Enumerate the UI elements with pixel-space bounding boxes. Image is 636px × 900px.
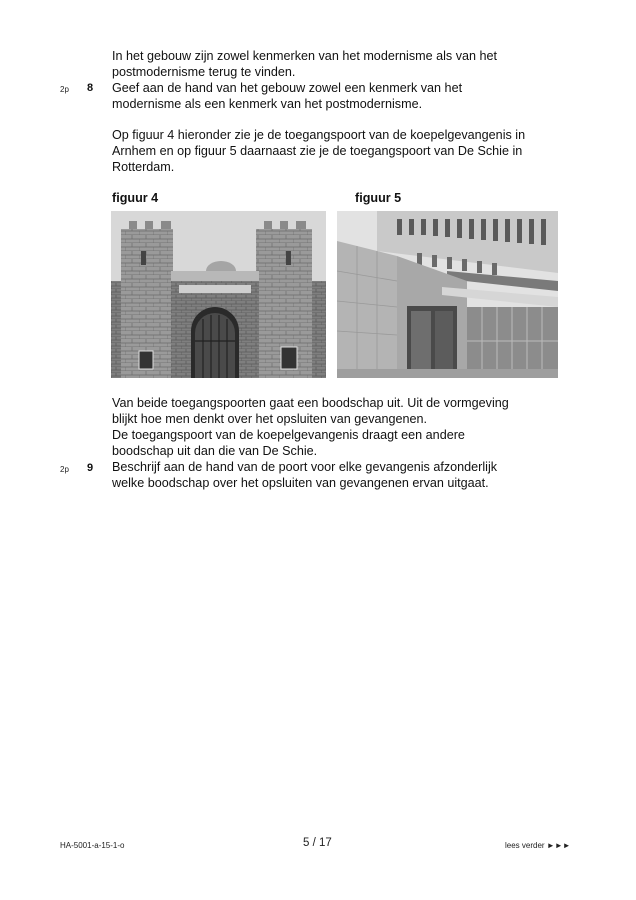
message-line-1: Van beide toegangspoorten gaat een boodschap uit. Uit de vormgeving	[112, 396, 509, 410]
intro-line-2: postmodernisme terug te vinden.	[112, 65, 296, 79]
question-8-line-1: Geef aan de hand van het gebouw zowel een kenmerk van het	[112, 81, 463, 95]
question-9-points: 2p	[60, 465, 69, 474]
question-8-number: 8	[87, 82, 94, 94]
footer-continue: lees verder ►►►	[505, 841, 571, 850]
footer-page-number: 5 / 17	[303, 837, 332, 849]
message-line-4: boodschap uit dan die van De Schie.	[112, 444, 318, 458]
intro-line-1: In het gebouw zijn zowel kenmerken van het modernisme als van het	[112, 49, 498, 63]
figure-intro-line-1: Op figuur 4 hieronder zie je de toegangspoort van de koepelgevangenis in	[112, 128, 526, 142]
message-line-2: blijkt hoe men denkt over het opsluiten van gevangenen.	[112, 412, 428, 426]
figure-intro-paragraph	[112, 127, 582, 175]
question-9-text	[112, 459, 582, 491]
figure-intro-line-3: Rotterdam.	[112, 160, 175, 174]
figure-intro-line-2: Arnhem en op figuur 5 daarnaast zie je de toegangspoort van De Schie in	[112, 144, 523, 158]
message-line-3: De toegangspoort van de koepelgevangenis draagt een andere	[112, 428, 465, 442]
figure-4-photo	[111, 211, 326, 378]
figure-4-label: figuur 4	[112, 191, 159, 205]
question-9-line-2: welke boodschap over het opsluiten van gevangenen ervan uitgaat.	[112, 476, 489, 490]
question-9-line-1: Beschrijf aan de hand van de poort voor elke gevangenis afzonderlijk	[112, 460, 498, 474]
question-8-points: 2p	[60, 85, 69, 94]
question-8-text	[112, 80, 582, 112]
figure-5-photo	[337, 211, 558, 378]
footer-exam-code: HA-5001-a-15-1-o	[60, 841, 125, 850]
figure-5-label: figuur 5	[355, 191, 402, 205]
question-9-number: 9	[87, 462, 94, 474]
question-8-line-2: modernisme als een kenmerk van het postmodernisme.	[112, 97, 423, 111]
intro-paragraph	[112, 48, 582, 80]
message-paragraph	[112, 395, 582, 459]
